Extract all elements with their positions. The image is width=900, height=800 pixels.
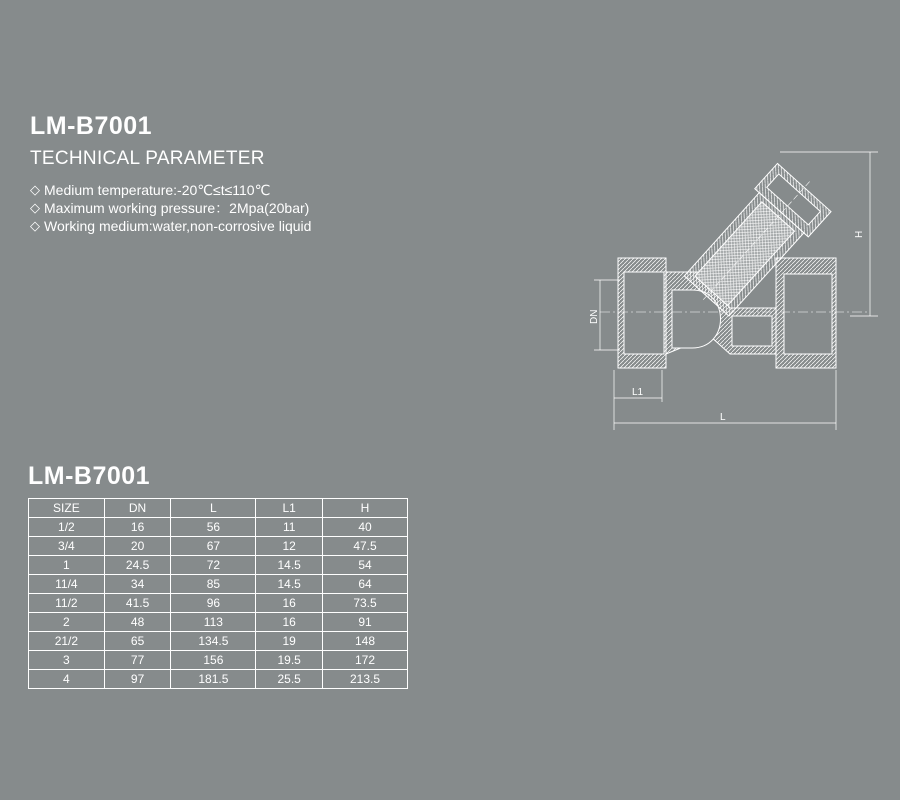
parameter-item — [30, 217, 311, 235]
table-cell: 56 — [171, 518, 256, 537]
table-cell: 47.5 — [323, 537, 408, 556]
table-cell: 97 — [104, 670, 171, 689]
table-cell: 64 — [323, 575, 408, 594]
table-row — [29, 518, 408, 537]
dim-h-label: H — [854, 230, 865, 238]
table-row — [29, 575, 408, 594]
table-cell: 16 — [256, 613, 323, 632]
table-cell: 25.5 — [256, 670, 323, 689]
table-cell: 19 — [256, 632, 323, 651]
table-cell: 41.5 — [104, 594, 171, 613]
table-cell: 3 — [29, 651, 105, 670]
table-row — [29, 537, 408, 556]
table-cell: 85 — [171, 575, 256, 594]
table-cell: 1 — [29, 556, 105, 575]
table-row — [29, 670, 408, 689]
table-cell: 1/2 — [29, 518, 105, 537]
technical-parameter-heading: TECHNICAL PARAMETER — [30, 148, 265, 169]
table-cell: 11/2 — [29, 594, 105, 613]
table-cell: 40 — [323, 518, 408, 537]
dim-l1-label: L1 — [632, 387, 644, 398]
table-title: LM-B7001 — [28, 462, 151, 490]
diamond-outline-icon: ◇ — [30, 218, 40, 233]
parameter-list — [30, 181, 311, 235]
table-cell: 16 — [104, 518, 171, 537]
table-cell: 14.5 — [256, 575, 323, 594]
table-cell: 3/4 — [29, 537, 105, 556]
table-cell: 113 — [171, 613, 256, 632]
column-header: H — [323, 499, 408, 518]
column-header: SIZE — [29, 499, 105, 518]
table-cell: 11 — [256, 518, 323, 537]
column-header: DN — [104, 499, 171, 518]
table-cell: 12 — [256, 537, 323, 556]
model-title: LM-B7001 — [30, 112, 153, 140]
parameter-text: Working medium:water,non-corrosive liquid — [44, 218, 312, 234]
table-cell: 4 — [29, 670, 105, 689]
table-cell: 156 — [171, 651, 256, 670]
parameter-text: Maximum working pressure：2Mpa(20bar) — [44, 200, 310, 216]
table-cell: 34 — [104, 575, 171, 594]
table-cell: 16 — [256, 594, 323, 613]
table-cell: 11/4 — [29, 575, 105, 594]
table-cell: 73.5 — [323, 594, 408, 613]
table-row — [29, 556, 408, 575]
table-cell: 172 — [323, 651, 408, 670]
dim-dn-label: DN — [589, 309, 600, 324]
table-header-row — [29, 499, 408, 518]
y-strainer-technical-drawing — [580, 140, 880, 440]
table-cell: 2 — [29, 613, 105, 632]
table-cell: 24.5 — [104, 556, 171, 575]
parameter-item — [30, 199, 311, 217]
table-cell: 91 — [323, 613, 408, 632]
table-cell: 181.5 — [171, 670, 256, 689]
table-cell: 19.5 — [256, 651, 323, 670]
dim-l-label: L — [720, 412, 726, 423]
table-cell: 148 — [323, 632, 408, 651]
column-header: L1 — [256, 499, 323, 518]
diamond-outline-icon: ◇ — [30, 200, 40, 215]
diamond-outline-icon: ◇ — [30, 182, 40, 197]
table-cell: 14.5 — [256, 556, 323, 575]
table-cell: 72 — [171, 556, 256, 575]
table-cell: 65 — [104, 632, 171, 651]
table-cell: 20 — [104, 537, 171, 556]
column-header: L — [171, 499, 256, 518]
dimension-table — [28, 498, 408, 689]
table-cell: 96 — [171, 594, 256, 613]
table-row — [29, 613, 408, 632]
table-row — [29, 651, 408, 670]
table-row — [29, 594, 408, 613]
table-cell: 54 — [323, 556, 408, 575]
table-cell: 213.5 — [323, 670, 408, 689]
parameter-text: Medium temperature:-20℃≤t≤110℃ — [44, 182, 271, 198]
table-row — [29, 632, 408, 651]
parameter-item — [30, 181, 311, 199]
table-cell: 67 — [171, 537, 256, 556]
table-cell: 21/2 — [29, 632, 105, 651]
table-cell: 134.5 — [171, 632, 256, 651]
table-cell: 77 — [104, 651, 171, 670]
table-cell: 48 — [104, 613, 171, 632]
